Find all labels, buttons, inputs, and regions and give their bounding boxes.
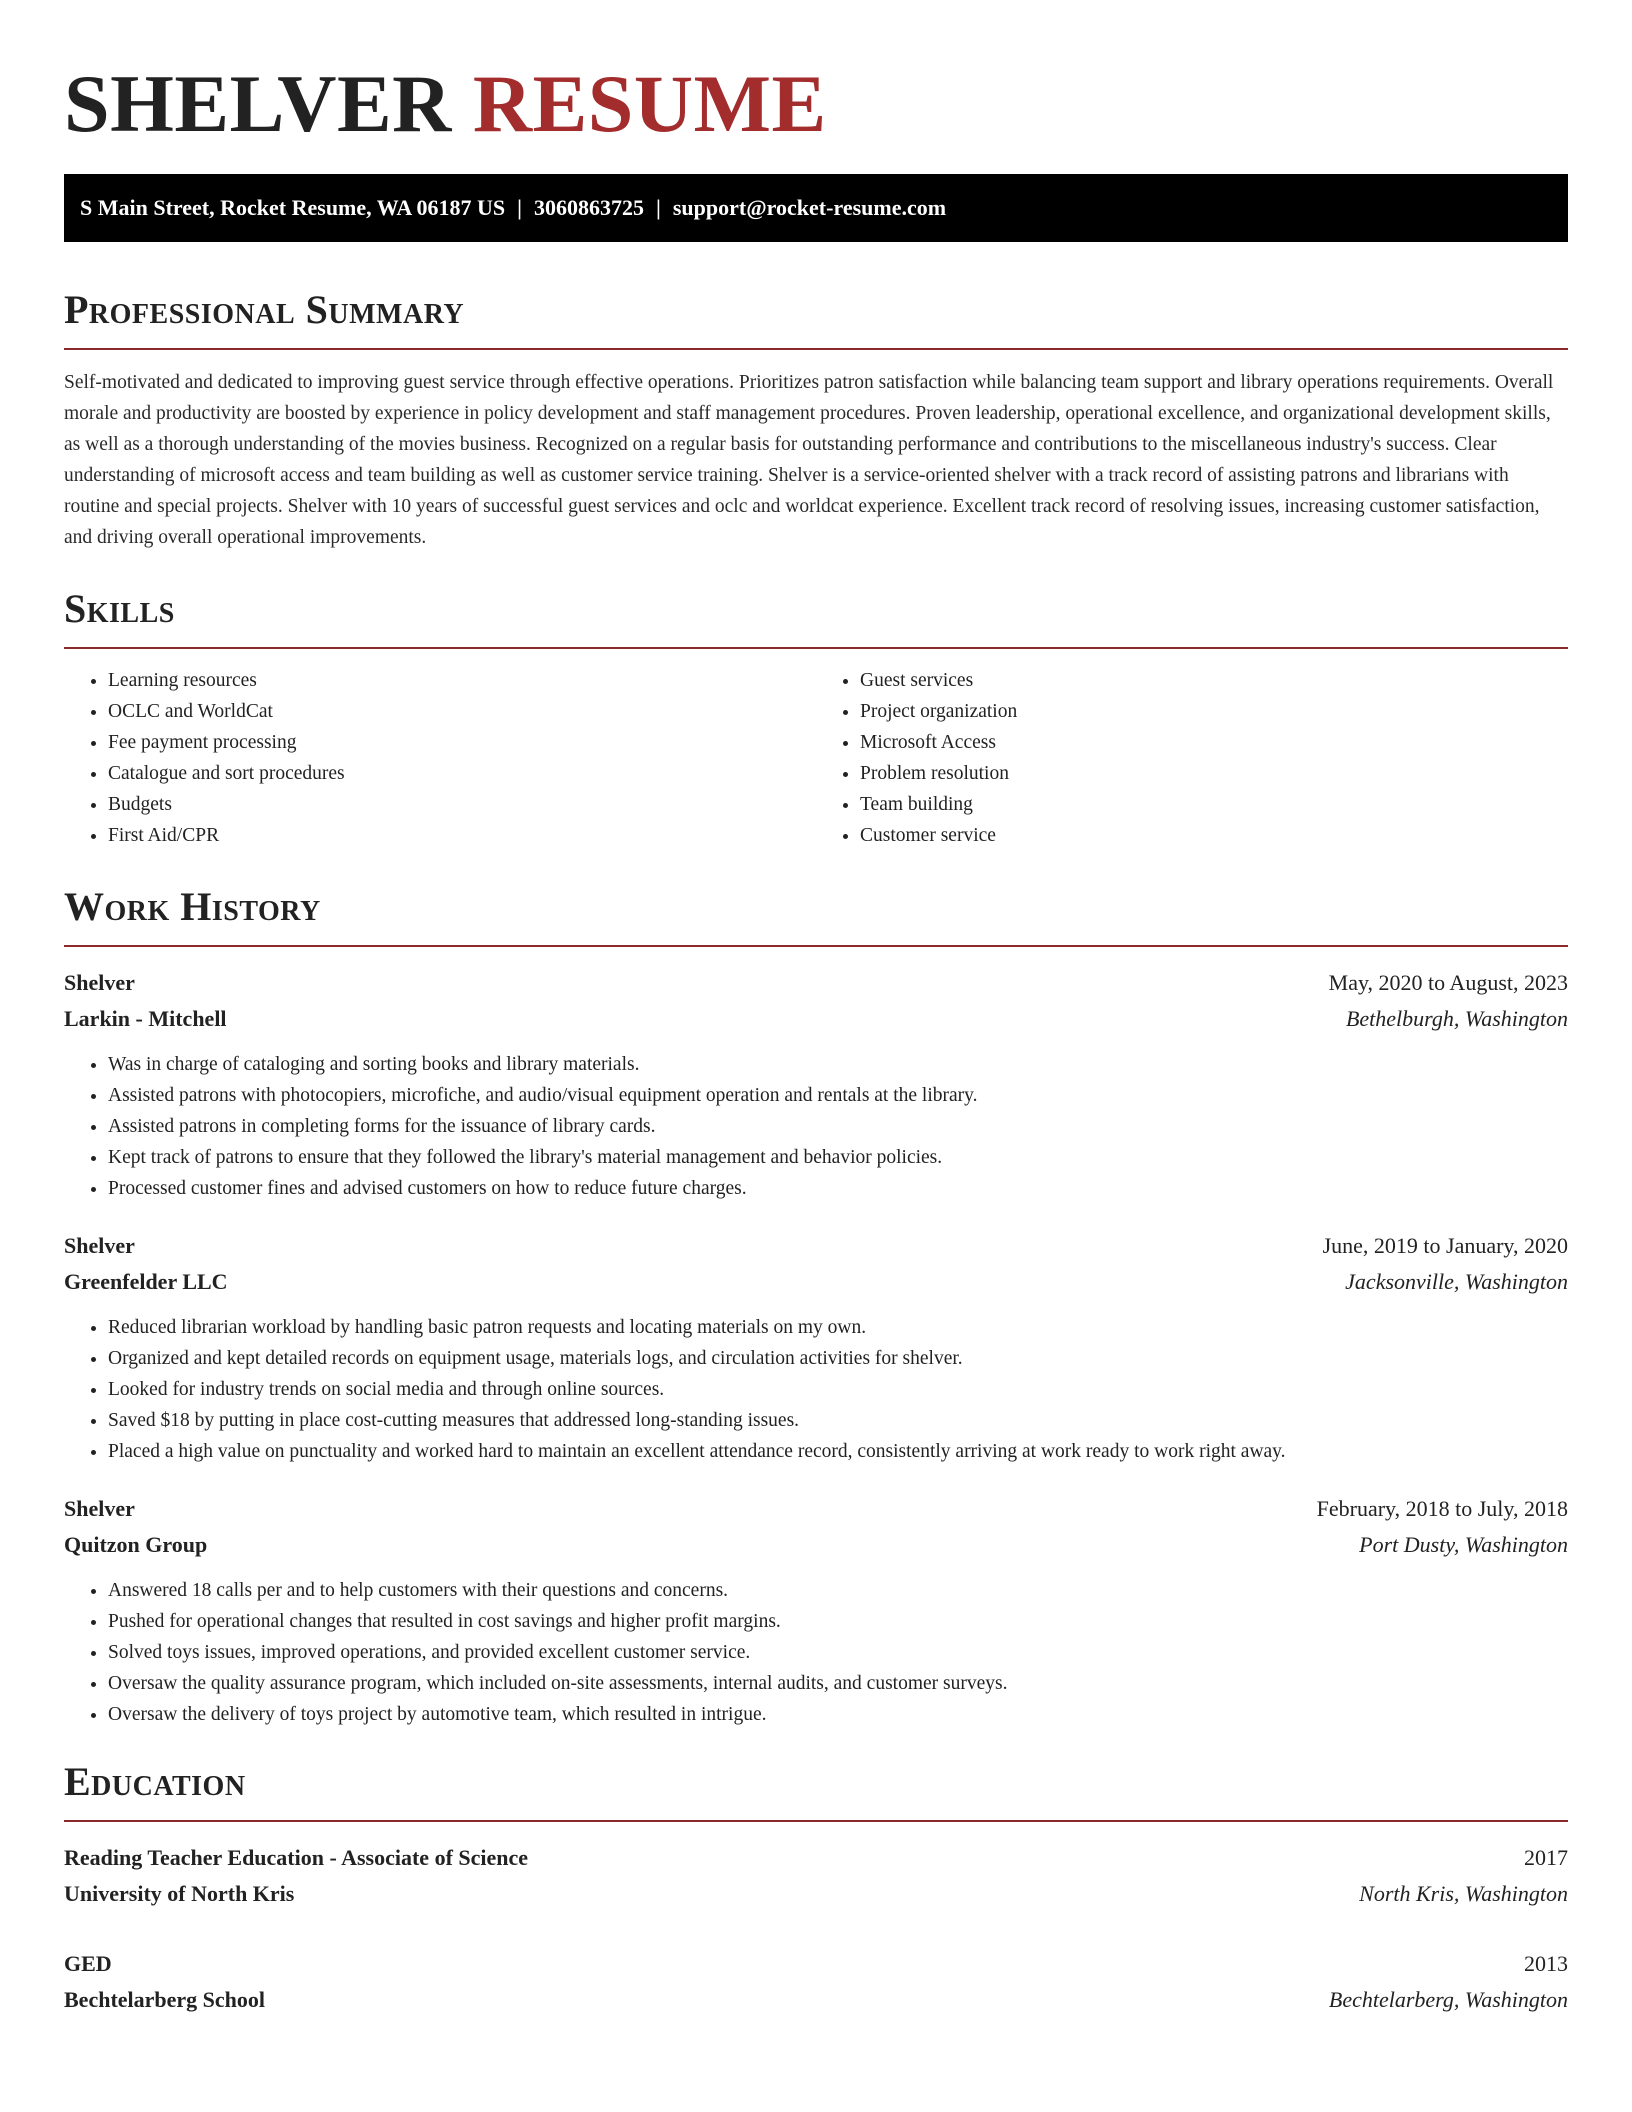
education-location: Bechtelarberg, Washington <box>1328 1987 1568 2012</box>
job-bullet: • Was in charge of cataloging and sorting books and library materials. <box>108 1049 1568 1080</box>
job-location: Bethelburgh, Washington <box>1345 1006 1568 1031</box>
education-school-row <box>64 1982 1568 2018</box>
job-bullet: • Reduced librarian workload by handling basic patron requests and locating materials on my own. <box>108 1312 1568 1343</box>
skills-column-left <box>64 665 816 851</box>
job-bullet: • Answered 18 calls per and to help customers with their questions and concerns. <box>108 1575 1568 1606</box>
job-dates: February, 2018 to July, 2018 <box>1316 1496 1568 1521</box>
job-title: Shelver <box>64 1233 135 1258</box>
contact-phone: 3060863725 <box>533 195 644 220</box>
skill-item: • Fee payment processing <box>108 727 816 758</box>
education-degree: Reading Teacher Education - Associate of Science <box>64 1845 529 1870</box>
job-entry <box>64 1228 1568 1467</box>
job-bullets <box>64 1312 1568 1467</box>
job-bullet: • Oversaw the delivery of toys project by automotive team, which resulted in intrigue. <box>108 1699 1568 1730</box>
job-location: Jacksonville, Washington <box>1345 1269 1568 1294</box>
education-entry <box>64 1946 1568 2018</box>
contact-separator: | <box>517 195 522 220</box>
section-heading-education: Education <box>64 1759 246 1804</box>
job-company: Quitzon Group <box>64 1532 208 1557</box>
job-entry <box>64 965 1568 1204</box>
contact-bar <box>64 174 1568 242</box>
job-header-row <box>64 1228 1568 1264</box>
section-heading-work: Work History <box>64 884 321 929</box>
section-divider <box>64 647 1568 649</box>
skill-item: • Problem resolution <box>860 758 1568 789</box>
education-year: 2017 <box>1524 1845 1568 1870</box>
education-entry <box>64 1840 1568 1912</box>
skill-item: • Team building <box>860 789 1568 820</box>
skill-item: • Project organization <box>860 696 1568 727</box>
job-company-row <box>64 1264 1568 1300</box>
contact-separator: | <box>655 195 661 220</box>
education-school-row <box>64 1876 1568 1912</box>
job-location: Port Dusty, Washington <box>1359 1532 1568 1557</box>
section-heading-skills: Skills <box>64 586 175 631</box>
skill-item: • Customer service <box>860 820 1568 851</box>
job-bullets <box>64 1049 1568 1204</box>
job-bullet: • Placed a high value on punctuality and worked hard to maintain an excellent attendance record, consistently arriving at work ready to work right away. <box>108 1436 1568 1467</box>
education-degree: GED <box>64 1951 112 1976</box>
section-divider <box>64 1820 1568 1822</box>
job-bullet: • Oversaw the quality assurance program, which included on-site assessments, internal audits, and customer surveys. <box>108 1668 1568 1699</box>
name-accent: RESUME <box>472 58 827 149</box>
education-school: University of North Kris <box>64 1881 295 1906</box>
job-bullet: • Kept track of patrons to ensure that they followed the library's material management and behavior policies. <box>108 1142 1568 1173</box>
job-bullet: • Pushed for operational changes that resulted in cost savings and higher profit margins. <box>108 1606 1568 1637</box>
education-degree-row <box>64 1946 1568 1982</box>
job-company-row <box>64 1001 1568 1037</box>
section-divider <box>64 348 1568 350</box>
job-bullet: • Assisted patrons in completing forms for the issuance of library cards. <box>108 1111 1568 1142</box>
job-dates: May, 2020 to August, 2023 <box>1328 970 1568 995</box>
job-header-row <box>64 965 1568 1001</box>
section-heading-summary: Professional Summary <box>64 287 465 332</box>
job-bullets <box>64 1575 1568 1730</box>
job-title: Shelver <box>64 970 135 995</box>
resume-title <box>64 0 1568 150</box>
job-bullet: • Processed customer fines and advised customers on how to reduce future charges. <box>108 1173 1568 1204</box>
job-bullet: • Organized and kept detailed records on equipment usage, materials logs, and circulation activities for shelver. <box>108 1343 1568 1374</box>
job-bullet: • Solved toys issues, improved operations, and provided excellent customer service. <box>108 1637 1568 1668</box>
job-title: Shelver <box>64 1496 135 1521</box>
job-dates: June, 2019 to January, 2020 <box>1322 1233 1568 1258</box>
skill-item: • Budgets <box>108 789 816 820</box>
job-company: Larkin - Mitchell <box>64 1006 227 1031</box>
summary-text: Self-motivated and dedicated to improving guest service through effective operations. Prioritizes patron satisfaction while balancing team support and library operations requirements. Overall morale and productivity are boosted by experience in policy development and staff management procedures. Proven leadership, operational excellence, and organizational development skills, as well as a thorough understanding of the movies business. Recognized on a regular basis for outstanding performance and contributions to the miscellaneous industry's success. Clear understanding of microsoft access and team building as well as customer service training. Shelver is a service-oriented shelver with a track record of assisting patrons and librarians with routine and special projects. Shelver with 10 years of successful guest services and oclc and worldcat experience. Excellent track record of resolving issues, increasing customer satisfaction, and driving overall operational improvements. <box>64 372 1554 548</box>
job-bullet: • Saved $18 by putting in place cost-cutting measures that addressed long-standing issues. <box>108 1405 1568 1436</box>
contact-email: support@rocket-resume.com <box>672 195 947 220</box>
skill-item: • Guest services <box>860 665 1568 696</box>
skill-item: • OCLC and WorldCat <box>108 696 816 727</box>
skills-list <box>64 665 1568 851</box>
skill-item: • Microsoft Access <box>860 727 1568 758</box>
resume-page <box>64 0 1568 2018</box>
education-degree-row <box>64 1840 1568 1876</box>
job-company-row <box>64 1527 1568 1563</box>
job-company: Greenfelder LLC <box>64 1269 228 1294</box>
education-location: North Kris, Washington <box>1359 1881 1568 1906</box>
skill-item: • Learning resources <box>108 665 816 696</box>
skill-item: • First Aid/CPR <box>108 820 816 851</box>
contact-address: S Main Street, Rocket Resume, WA 06187 US <box>80 195 506 220</box>
education-school: Bechtelarberg School <box>64 1987 266 2012</box>
section-divider <box>64 945 1568 947</box>
job-entry <box>64 1491 1568 1730</box>
job-bullet: • Looked for industry trends on social media and through online sources. <box>108 1374 1568 1405</box>
skill-item: • Catalogue and sort procedures <box>108 758 816 789</box>
education-year: 2013 <box>1524 1951 1568 1976</box>
job-header-row <box>64 1491 1568 1527</box>
name-primary: SHELVER <box>64 58 452 149</box>
skills-column-right <box>816 665 1568 851</box>
job-bullet: • Assisted patrons with photocopiers, microfiche, and audio/visual equipment operation and rentals at the library. <box>108 1080 1568 1111</box>
